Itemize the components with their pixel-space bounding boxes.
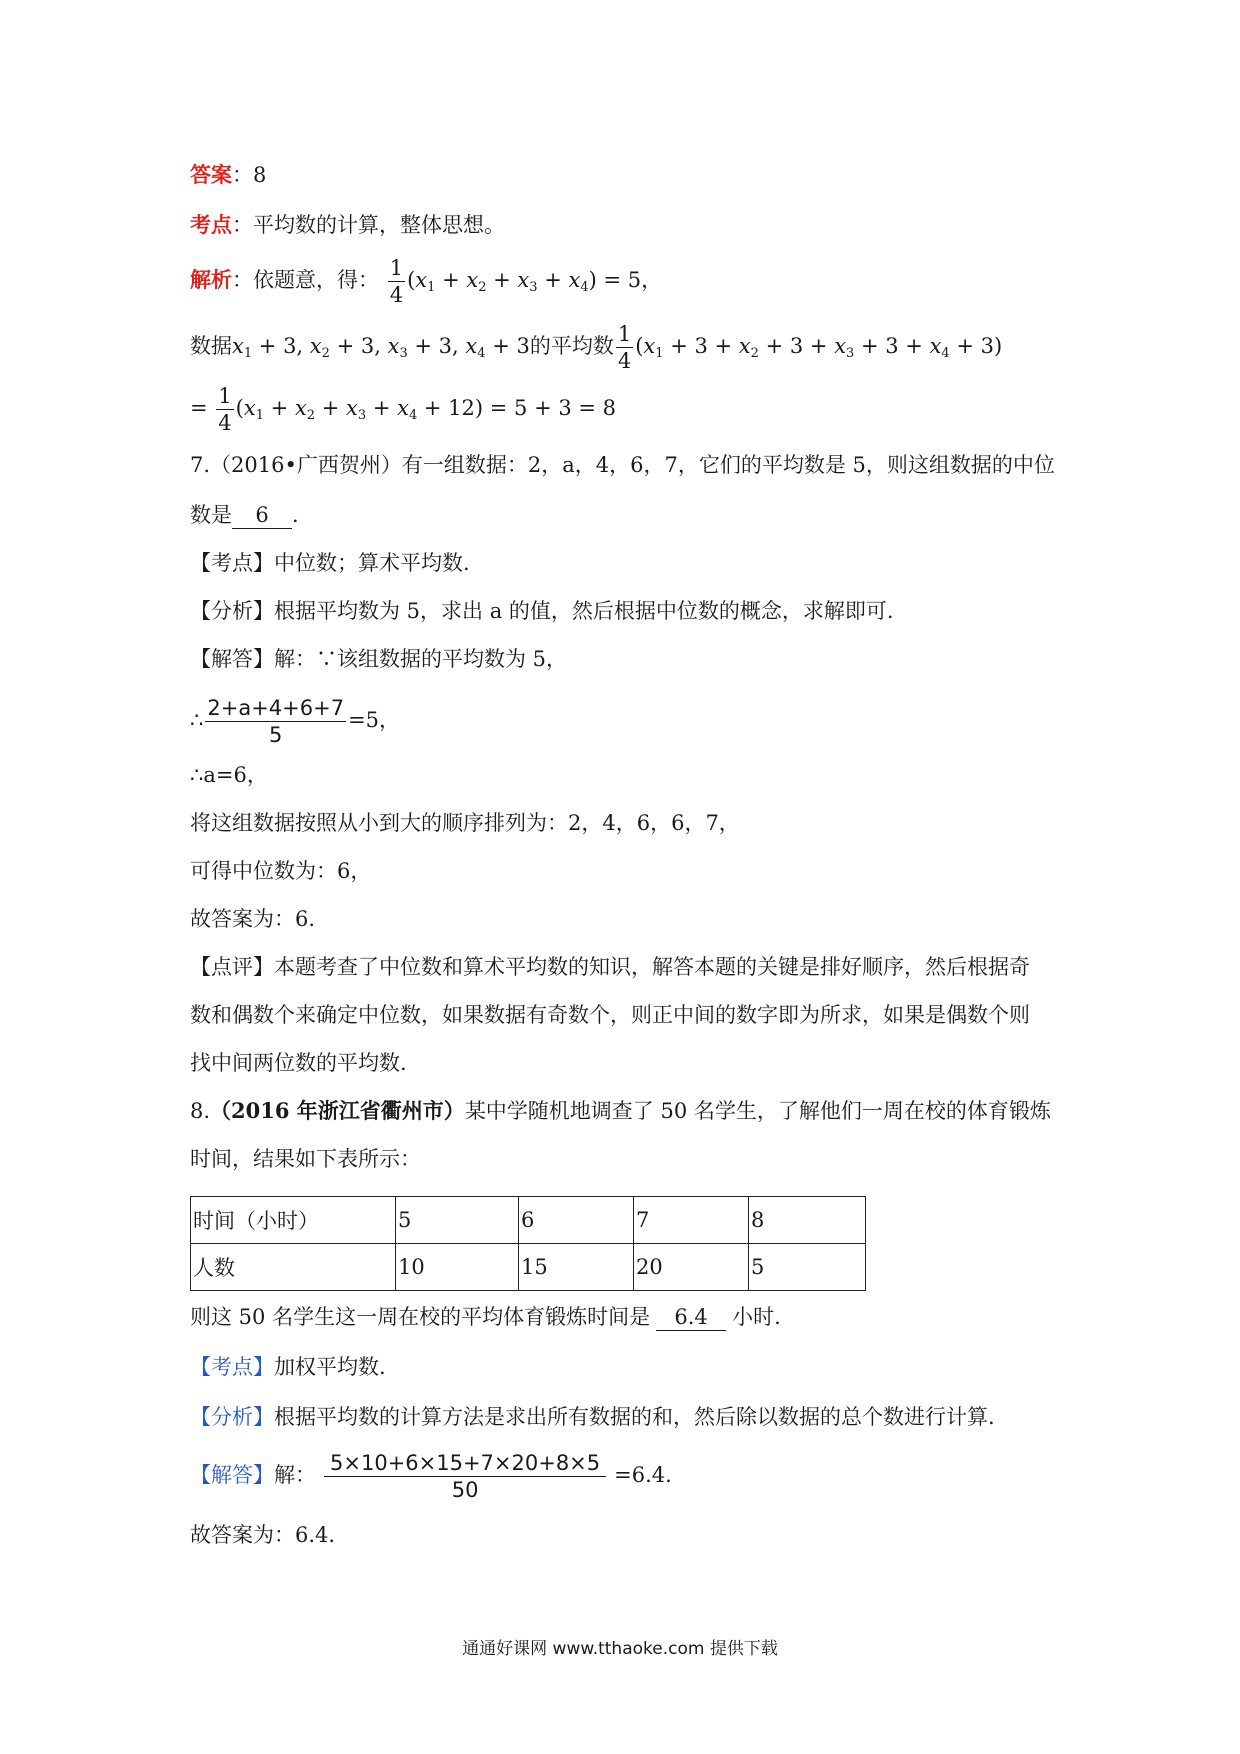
q7-step1: ∴ $\frac{2+a+4+6+7}{5}$ =5， (190, 696, 401, 747)
table-row (191, 1197, 866, 1244)
shifted-data-line (190, 316, 1002, 384)
q8-weighted-fraction: $\frac{5\times 10+6\times 15+7\times 20+8\times 5}{50}$ (324, 1450, 606, 1503)
answer-line (190, 160, 266, 190)
shifted-data-mid: 的平均数 (529, 334, 614, 358)
q8-fenxi-label: 【分析】 (190, 1405, 274, 1429)
equation-tail: = 5， (603, 268, 663, 292)
q7-jieda: 【解答】解：∵该组数据的平均数为 5， (190, 647, 568, 671)
table-row (191, 1244, 866, 1291)
equation-mean: $\frac{1}{4}$ $(x_1 + x_2 + x_3 + x_4)$ (389, 256, 604, 307)
q8-stem-line2: 时间，结果如下表所示： (190, 1147, 421, 1171)
q7-step4: 可得中位数为：6， (190, 859, 372, 883)
q7-stem-line1: 7.（2016•广西贺州）有一组数据：2，a，4，6，7，它们的平均数是 5，则这组数据的中位 (190, 453, 1055, 477)
q8-kaodian-label: 【考点】 (190, 1355, 274, 1379)
table-cell: 20 (634, 1244, 749, 1291)
q7-step5: 故答案为：6. (190, 907, 316, 931)
page-footer: 通通好课网 www.tthaoke.com 提供下载 (462, 1639, 778, 1659)
table-cell: 5 (749, 1244, 866, 1291)
q7-dianping-line1: 【点评】本题考查了中位数和算术平均数的知识，解答本题的关键是排好顺序，然后根据奇 (190, 955, 1030, 979)
q7-mean-fraction: $\frac{2+a+4+6+7}{5}$ (207, 696, 345, 747)
q7-kaodian: 【考点】中位数；算术平均数. (190, 551, 470, 575)
table-cell: 5 (396, 1197, 519, 1244)
q7-step3: 将这组数据按照从小到大的顺序排列为：2，4，6，6，7， (190, 811, 740, 835)
q8-kaodian: 【考点】加权平均数. (190, 1355, 386, 1379)
q8-data-table (190, 1196, 866, 1291)
q7-stem-line2: 数是 6 . (190, 503, 299, 527)
shifted-mean-expr: $\frac{1}{4}$ $(x_1 + 3 + x_2 + 3 + x_3 + 3 + x_4 + 3)$ (617, 322, 1003, 373)
point-value: ：平均数的计算，整体思想。 (232, 213, 505, 237)
point-line (190, 210, 505, 240)
q7-dianping-line3: 找中间两位数的平均数. (190, 1051, 407, 1075)
table-cell: 8 (749, 1197, 866, 1244)
table-cell: 7 (634, 1197, 749, 1244)
table-cell: 时间（小时） (191, 1197, 396, 1244)
q8-stem-line1: 8.（2016 年浙江省衢州市）某中学随机地调查了 50 名学生，了解他们一周在校的体育锻炼 (190, 1098, 1051, 1123)
q8-answer-blank: 6.4 (656, 1304, 726, 1331)
fraction-one-quarter: $\frac{1}{4}$ (389, 256, 404, 307)
result-expr: = $\frac{1}{4}$ $(x_1 + x_2 + x_3 + x_4 + 12)$ (190, 384, 484, 435)
q7-fenxi: 【分析】根据平均数为 5，求出 a 的值，然后根据中位数的概念，求解即可. (190, 599, 894, 623)
shifted-data-list: $x_1 + 3$, $x_2 + 3$, $x_3 + 3$, $x_4 + 3$ (232, 334, 530, 361)
q8-jieda-label: 【解答】 (190, 1463, 274, 1487)
table-cell: 15 (519, 1244, 634, 1291)
answer-value: ：8 (232, 163, 267, 187)
q8-final: 故答案为：6.4. (190, 1523, 336, 1547)
q8-fenxi: 【分析】根据平均数的计算方法是求出所有数据的和，然后除以数据的总个数进行计算. (190, 1405, 995, 1429)
q7-dianping-line2: 数和偶数个来确定中位数，如果数据有奇数个，则正中间的数字即为所求，如果是偶数个则 (190, 1003, 1030, 1027)
table-cell: 10 (396, 1244, 519, 1291)
table-cell: 6 (519, 1197, 634, 1244)
analysis-line (190, 250, 662, 318)
q8-question: 则这 50 名学生这一周在校的平均体育锻炼时间是 6.4 小时. (190, 1305, 781, 1329)
q8-source: （2016 年浙江省衢州市） (210, 1098, 465, 1123)
answer-label: 答案 (190, 162, 232, 187)
point-label: 考点 (190, 212, 232, 237)
result-tail: = 5 + 3 = 8 (489, 396, 617, 420)
analysis-label: 解析 (190, 267, 232, 292)
shifted-data-intro: 数据 (190, 334, 232, 358)
analysis-intro: ：依题意，得： (232, 268, 379, 292)
result-line (190, 378, 616, 446)
q7-answer-blank: 6 (232, 502, 292, 529)
table-cell: 人数 (191, 1244, 396, 1291)
q7-step2: ∴a=6， (190, 763, 268, 787)
q8-jieda: 【解答】解： $\frac{5\times 10+6\times 15+7\times 20+8\times 5}{50}$ =6.4. (190, 1451, 672, 1502)
